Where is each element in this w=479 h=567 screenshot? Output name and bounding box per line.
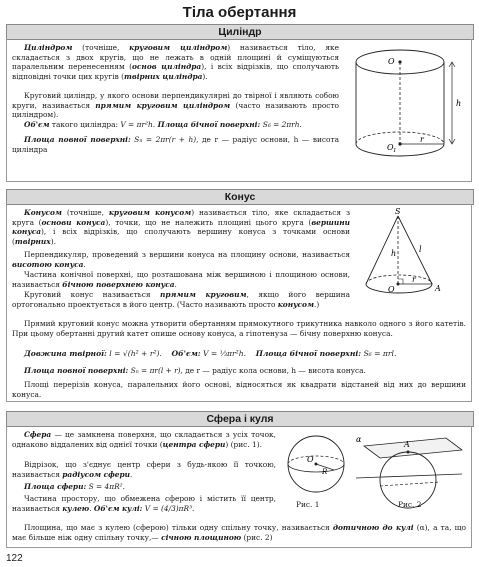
cone-figure — [352, 206, 470, 314]
sphere-area-formula: Площа сфери: S = 4πR². — [24, 482, 125, 491]
cylinder-label-O1: O — [387, 143, 394, 152]
cylinder-definition: Циліндром (точніше, круговим циліндром) називається тіло, яке складається з двох кругів, що не лежать в одній площині й суміщуються паралельним перенесенням (основ циліндра), і всіх відрізків, що сполучають відповідні точки цих кругів (твірних циліндра). — [12, 43, 340, 81]
cylinder-figure — [340, 40, 472, 178]
cylinder-label-h: h — [456, 99, 462, 108]
cone-formulas-2: Площа повної поверхні: Sₙ = πr(l + r), де r — радіус кола основи, h — висота конуса. — [24, 366, 366, 375]
sphere2-label-A: A — [404, 440, 410, 449]
cylinder-label-O1-sub: 1 — [393, 148, 397, 154]
cylinder-formulas-2: Площа повної поверхні: Sₙ = 2πr(r + h), де r — радіус основи, h — висота циліндра — [12, 135, 339, 154]
cone-rotation-text: Прямий круговий конус можна утворити обертанням прямокутного трикутника навколо одного з його катетів. При цьому обертанні другий катет опише основу конуса, а гіпотенуза — бічну поверхню конуса. — [12, 319, 466, 338]
section-heading-cylinder: Циліндр — [6, 24, 474, 40]
sphere-definition: Сфера — це замкнена поверхня, що складається з усіх точок, однаково віддалених від однієї точки (центра сфери) (рис. 1). — [12, 430, 276, 449]
cone-right-definition: Круговий конус називається прямим круговим, якщо його вершина ортогонально проектується в його центр. (Часто називають просто конусом.) — [12, 290, 351, 309]
cone-label-l: l — [419, 245, 422, 254]
cone-height-definition: Перпендикуляр, проведений з вершини конуса на площину основи, називається висотою конуса. — [12, 250, 350, 269]
sphere1-label-O: O — [307, 455, 314, 464]
sphere1-label-R: R — [322, 468, 328, 476]
cone-sections-text: Площі перерізів конуса, паралельних його основі, відносяться як квадрати відстаней від них до вершини конуса. — [12, 380, 466, 399]
figure-2-caption: Рис. 2 — [398, 500, 422, 509]
section-heading-sphere: Сфера і куля — [6, 411, 474, 427]
cone-formulas-1: Довжина твірної: l = √(h² + r²). Об'єм: V = ⅓πr²h. Площа бічної поверхні: S₆ = πrl. — [24, 349, 397, 358]
cylinder-right-definition: Круговий циліндр, у якого основи перпендикулярні до твірної і являють собою круги, називається прямим круговим циліндром (часто називають просто циліндром). — [12, 91, 339, 120]
sphere2-label-alpha: α — [356, 435, 362, 444]
section-heading-cone: Конус — [6, 189, 474, 205]
cone-definition: Конусом (точніше, круговим конусом) називається тіло, яке складається з круга (основи конуса), точки, що не належить площині цього круга (вершини конуса), і всіх відрізків, що сполучають вершину конуса з точками основи (твірних). — [12, 208, 351, 246]
sphere-radius-definition: Відрізок, що з'єднує центр сфери з будь-якою її точкою, називається радіусом сфери. — [12, 460, 276, 479]
cone-lateral-definition: Частина конічної поверхні, що розташована між вершиною і площиною основи, називається бічною поверхнею конуса. — [12, 270, 350, 289]
figure-1-caption: Рис. 1 — [296, 500, 320, 509]
cylinder-label-O: O — [388, 57, 395, 66]
cone-label-h: h — [391, 249, 397, 258]
cone-label-r: r — [412, 275, 416, 284]
page-title: Тіла обертання — [182, 4, 297, 21]
page-number: 122 — [6, 553, 23, 564]
cone-label-A: A — [435, 284, 441, 293]
ball-definition: Частина простору, що обмежена сферою і містить її центр, називається кулею. Об'єм кулі: V = (4/3)πR³. — [12, 494, 276, 513]
cone-label-O: O — [388, 285, 395, 294]
cylinder-formulas-1: Об'єм такого циліндра: V = πr²h. Площа бічної поверхні: S₆ = 2πrh. — [24, 120, 302, 129]
tangent-plane-text: Площина, що має з кулею (сферою) тільки одну спільну точку, називається дотичною до кулі (α), а та, що має більше ніж одну спільну точку,— січною площиною (рис. 2) — [12, 523, 466, 542]
cylinder-label-r: r — [420, 135, 424, 144]
cone-label-S: S — [395, 207, 401, 216]
